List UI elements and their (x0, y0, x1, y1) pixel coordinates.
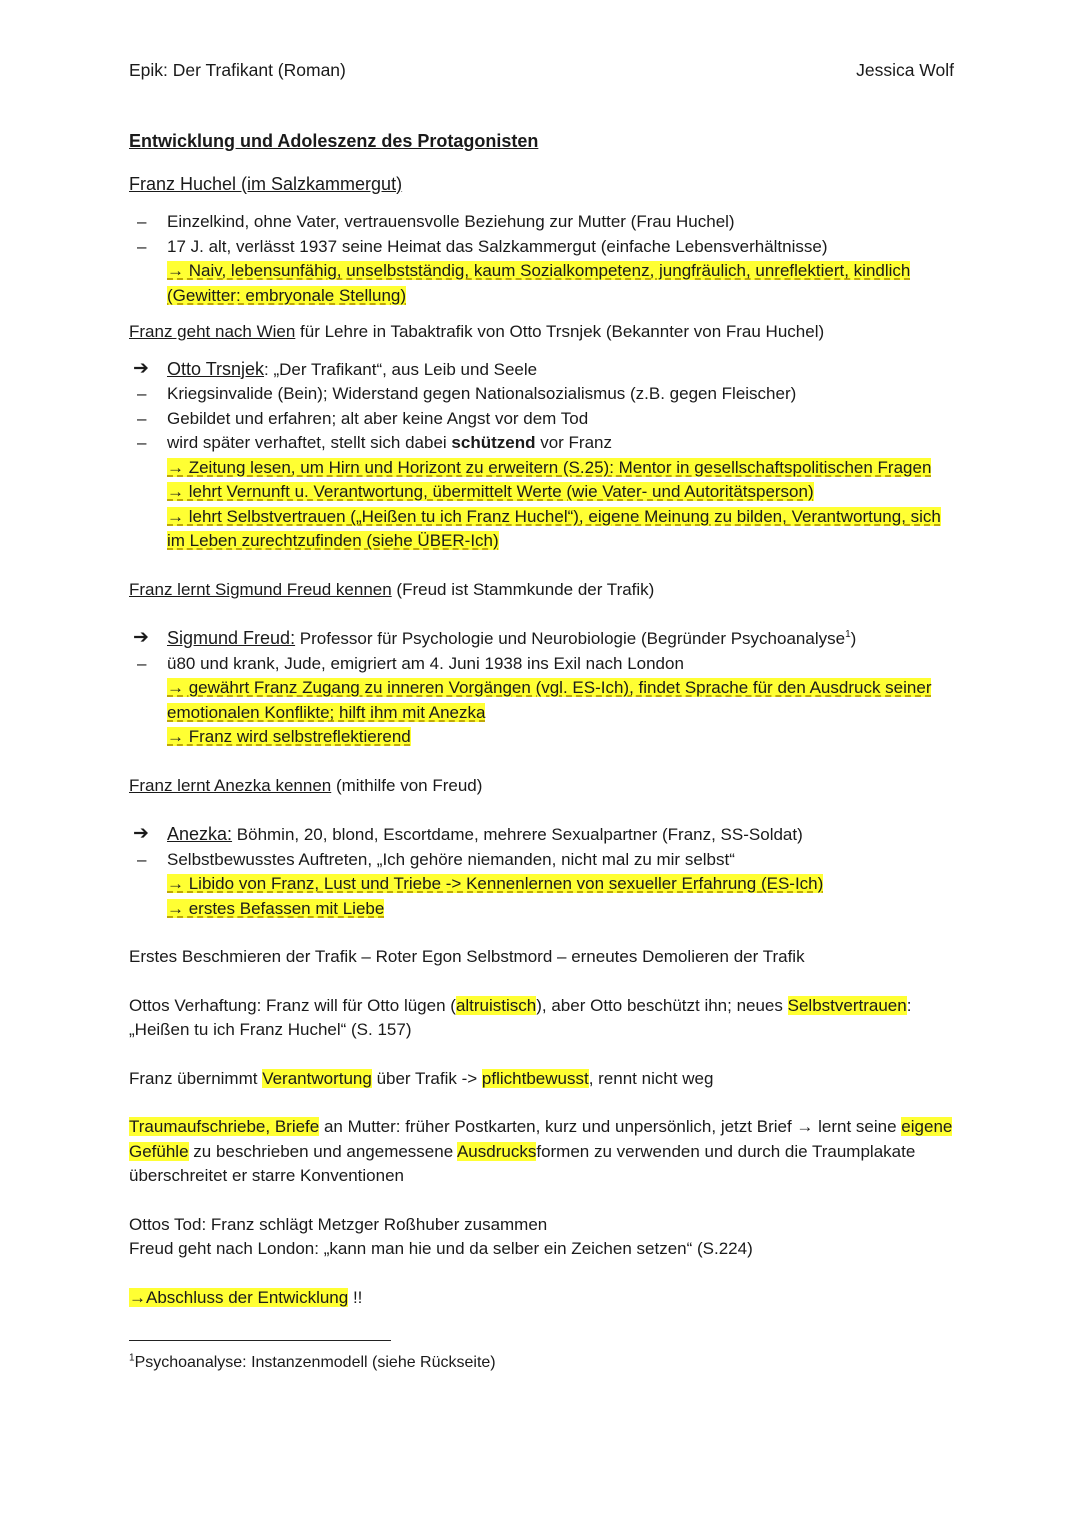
paragraph-trafik-events: Erstes Beschmieren der Trafik – Roter Egon Selbstmord – erneutes Demolieren der Trafik (129, 947, 805, 966)
list-item: ➔ Sigmund Freud: Professor für Psychologie und Neurobiologie (Begründer Psychoanalyse$^1$) (129, 626, 954, 652)
wien-paragraph: Franz geht nach Wien für Lehre in Tabaktrafik von Otto Trsnjek (Bekannter von Frau Huchel) (129, 322, 825, 341)
list-item: – Kriegsinvalide (Bein); Widerstand gegen Nationalsozialismus (z.B. gegen Fleischer) (129, 382, 954, 407)
arrow-icon: ➔ (133, 357, 149, 379)
otto-highlight-block (129, 456, 954, 554)
highlighted-note: → lehrt Selbstvertrauen („Heißen tu ich Franz Huchel“), eigene Meinung zu bilden, Verantwortung, sich im Leben zurechtzufinden (siehe ÜBER-Ich) (167, 506, 941, 550)
highlighted-note: → erstes Befassen mit Liebe (167, 898, 385, 918)
footnote-divider (129, 1340, 391, 1341)
header-author: Jessica Wolf (856, 60, 954, 80)
anezka-list (129, 822, 954, 872)
paragraph-verhaftung: Ottos Verhaftung: Franz will für Otto lügen (altruistisch), aber Otto beschützt ihn; neues Selbstvertrauen: „Heißen tu ich Franz Huchel“ (S. 157) (129, 995, 912, 1039)
anezka-highlight-block (129, 872, 954, 921)
list-item: – Selbstbewusstes Auftreten, „Ich gehöre niemanden, nicht mal zu mir selbst“ (129, 848, 954, 873)
franz-highlight-block (129, 259, 954, 308)
dash-marker: – (137, 653, 147, 673)
page-header (129, 60, 954, 81)
arrow-icon: ➔ (133, 627, 149, 648)
freud-intro-paragraph: Franz lernt Sigmund Freud kennen (Freud ist Stammkunde der Trafik) (129, 579, 655, 599)
dash-marker: – (137, 236, 147, 256)
highlighted-note: → Zeitung lesen, um Hirn und Horizont zu erweitern (S.25): Mentor in gesellschaftspolitischen Fragen (167, 457, 932, 477)
dash-marker: – (137, 384, 147, 403)
dash-marker: – (137, 212, 147, 231)
paragraph-freud-london: Freud geht nach London: „kann man hie und da selber ein Zeichen setzen“ (S.224) (129, 1239, 753, 1258)
paragraph-ottos-tod: Ottos Tod: Franz schlägt Metzger Roßhuber zusammen (129, 1214, 548, 1234)
header-left: Epik: Der Trafikant (Roman) (129, 60, 346, 80)
list-item: – Gebildet und erfahren; alt aber keine Angst vor dem Tod (129, 407, 954, 432)
section-heading-franz: Franz Huchel (im Salzkammergut) (129, 173, 403, 194)
list-item: – 17 J. alt, verlässt 1937 seine Heimat das Salzkammergut (einfache Lebensverhältnisse) (129, 235, 954, 260)
list-item: ➔ Otto Trsnjek: „Der Trafikant“, aus Leib und Seele (129, 357, 954, 383)
footnote: $^1$Psychoanalyse: Instanzenmodell (siehe Rückseite) (129, 1352, 496, 1371)
dash-marker: – (137, 849, 147, 869)
list-item: – ü80 und krank, Jude, emigriert am 4. Juni 1938 ins Exil nach London (129, 652, 954, 677)
anezka-intro-paragraph: Franz lernt Anezka kennen (mithilfe von Freud) (129, 775, 483, 795)
freud-highlight-block (129, 676, 954, 750)
paragraph-verantwortung: Franz übernimmt Verantwortung über Trafik -> pflichtbewusst, rennt nicht weg (129, 1068, 714, 1088)
freud-list (129, 626, 954, 676)
arrow-icon: ➔ (133, 823, 149, 844)
dash-marker: – (137, 433, 147, 452)
franz-list (129, 210, 954, 259)
document-page (129, 60, 954, 1376)
document-title: Entwicklung und Adoleszenz des Protagonisten (129, 131, 539, 151)
paragraph-briefe: Traumaufschriebe, Briefe an Mutter: früher Postkarten, kurz und unpersönlich, jetzt Brief → lernt seine eigene Gefühle zu beschrieben und angemessene Ausdrucksformen zu verwenden und durch die Traumplakate überschreitet er starre Konventionen (129, 1117, 953, 1185)
highlighted-note: → lehrt Vernunft u. Verantwortung, übermittelt Werte (wie Vater- und Autoritätsperson) (167, 482, 814, 501)
footnote-ref: 1 (845, 629, 851, 640)
list-item: ➔ Anezka: Böhmin, 20, blond, Escortdame, mehrere Sexualpartner (Franz, SS-Soldat) (129, 822, 954, 848)
list-item: – Einzelkind, ohne Vater, vertrauensvolle Beziehung zur Mutter (Frau Huchel) (129, 210, 954, 235)
highlighted-note: → Libido von Franz, Lust und Triebe -> Kennenlernen von sexueller Erfahrung (ES-Ich) (167, 874, 824, 893)
conclusion: →Abschluss der Entwicklung !! (129, 1287, 363, 1307)
dash-marker: – (137, 408, 147, 428)
highlighted-note: → gewährt Franz Zugang zu inneren Vorgängen (vgl. ES-Ich), findet Sprache für den Ausdruck seiner emotionalen Konflikte; hilft ihm mit Anezka (167, 678, 932, 722)
otto-list (129, 357, 954, 456)
highlighted-note: → Naiv, lebensunfähig, unselbstständig, kaum Sozialkompetenz, jungfräulich, unreflektiert, kindlich (Gewitter: embryonale Stellung) (167, 261, 911, 305)
list-item: – wird später verhaftet, stellt sich dabei schützend vor Franz (129, 431, 954, 456)
highlighted-note: → Franz wird selbstreflektierend (167, 727, 411, 746)
